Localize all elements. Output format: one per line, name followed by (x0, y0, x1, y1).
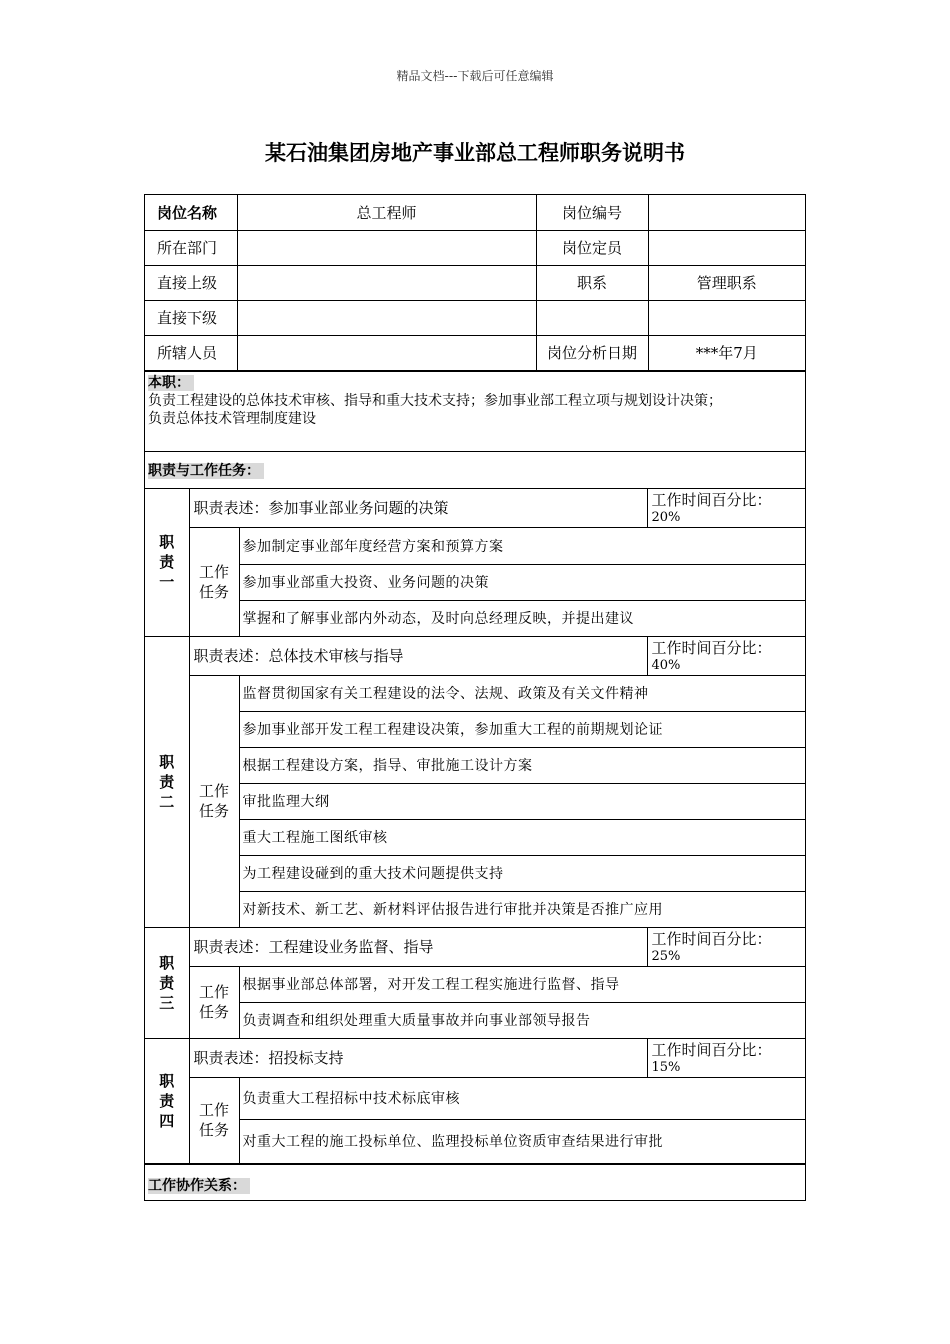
task-row (145, 966, 805, 1002)
duty-number (145, 636, 189, 927)
duty-time-percent (647, 636, 805, 675)
duty-number (145, 488, 189, 636)
task-item: 对新技术、新工艺、新材料评估报告进行审批并决策是否推广应用 (239, 891, 805, 927)
task-item: 重大工程施工图纸审核 (239, 819, 805, 855)
label-position-name: 岗位名称 (145, 195, 237, 230)
value-staff-managed (237, 335, 536, 370)
info-row (145, 230, 805, 265)
task-item: 参加事业部开发工程工程建设决策，参加重大工程的前期规划论证 (239, 711, 805, 747)
time-percent-value: 25% (651, 948, 681, 964)
task-label-text: 工作任务 (199, 1101, 230, 1139)
job-purpose-section (145, 371, 805, 451)
value-position-code (648, 195, 805, 230)
task-item: 为工程建设碰到的重大技术问题提供支持 (239, 855, 805, 891)
duty-desc-row (145, 488, 805, 527)
info-row (145, 335, 805, 370)
task-row (145, 527, 805, 564)
duty-number-text: 职责二 (159, 752, 175, 811)
duty-number-text: 职责一 (159, 533, 175, 591)
task-label (189, 675, 239, 927)
task-item: 监督贯彻国家有关工程建设的法令、法规、政策及有关文件精神 (239, 675, 805, 711)
label-direct-subordinate: 直接下级 (145, 300, 237, 335)
header-note: 精品文档---下载后可任意编辑 (396, 69, 554, 83)
task-row (145, 1119, 805, 1163)
document-title: 某石油集团房地产事业部总工程师职务说明书 (265, 141, 685, 165)
task-item: 掌握和了解事业部内外动态，及时向总经理反映，并提出建议 (239, 600, 805, 636)
duty-number-text: 职责三 (159, 953, 175, 1012)
label-empty (536, 300, 648, 335)
time-percent-label: 工作时间百分比： (651, 929, 772, 948)
task-label (189, 1077, 239, 1163)
value-position-name: 总工程师 (237, 195, 536, 230)
task-item: 负责调查和组织处理重大质量事故并向事业部领导报告 (239, 1002, 805, 1038)
label-job-family: 职系 (536, 265, 648, 300)
label-direct-superior: 直接上级 (145, 265, 237, 300)
value-job-family: 管理职系 (648, 265, 805, 300)
time-percent-value: 15% (651, 1059, 681, 1075)
cooperation-heading: 工作协作关系： (148, 1178, 250, 1194)
duty-description: 职责表述：工程建设业务监督、指导 (189, 927, 647, 966)
task-label (189, 527, 239, 636)
duties-table (145, 488, 805, 1164)
duty-number-text: 职责四 (159, 1071, 175, 1130)
duty-number (145, 1038, 189, 1163)
task-item: 根据工程建设方案，指导、审批施工设计方案 (239, 747, 805, 783)
job-purpose-line: 负责工程建设的总体技术审核、指导和重大技术支持；参加事业部工程立项与规划设计决策； (148, 392, 722, 409)
task-item: 审批监理大纲 (239, 783, 805, 819)
task-row (145, 1002, 805, 1038)
duty-description: 职责表述：总体技术审核与指导 (189, 636, 647, 675)
task-label (189, 966, 239, 1038)
task-row (145, 891, 805, 927)
task-row (145, 819, 805, 855)
value-headcount (648, 230, 805, 265)
duty-desc-row (145, 636, 805, 675)
task-label-text: 工作任务 (199, 782, 230, 820)
job-description-form (144, 194, 806, 1201)
task-row (145, 1077, 805, 1119)
duty-time-percent (647, 927, 805, 966)
job-purpose-line: 负责总体技术管理制度建设 (148, 410, 316, 427)
job-purpose-heading: 本职： (148, 375, 194, 391)
info-row (145, 265, 805, 300)
value-department (237, 230, 536, 265)
label-staff-managed: 所辖人员 (145, 335, 237, 370)
task-item: 根据事业部总体部署，对开发工程工程实施进行监督、指导 (239, 966, 805, 1002)
time-percent-label: 工作时间百分比： (651, 490, 772, 509)
info-row (145, 300, 805, 335)
duties-section-header (145, 451, 805, 488)
task-item: 负责重大工程招标中技术标底审核 (239, 1077, 805, 1119)
duty-description: 职责表述：招投标支持 (189, 1038, 647, 1077)
cooperation-section-header (145, 1164, 805, 1200)
task-row (145, 783, 805, 819)
label-analysis-date: 岗位分析日期 (536, 335, 648, 370)
basic-info-table (145, 195, 805, 371)
value-direct-superior (237, 265, 536, 300)
time-percent-value: 20% (651, 509, 681, 525)
duty-description: 职责表述：参加事业部业务问题的决策 (189, 488, 647, 527)
label-headcount: 岗位定员 (536, 230, 648, 265)
task-label-text: 工作任务 (199, 983, 230, 1021)
duty-time-percent (647, 1038, 805, 1077)
task-row (145, 675, 805, 711)
label-position-code: 岗位编号 (536, 195, 648, 230)
task-row (145, 564, 805, 600)
time-percent-label: 工作时间百分比： (651, 638, 772, 657)
duties-heading: 职责与工作任务： (148, 463, 264, 479)
duty-time-percent (647, 488, 805, 527)
task-row (145, 747, 805, 783)
task-label-text: 工作任务 (199, 562, 230, 601)
label-department: 所在部门 (145, 230, 237, 265)
task-row (145, 711, 805, 747)
task-item: 参加事业部重大投资、业务问题的决策 (239, 564, 805, 600)
duty-number (145, 927, 189, 1038)
duty-desc-row (145, 1038, 805, 1077)
value-direct-subordinate (237, 300, 536, 335)
time-percent-value: 40% (651, 657, 681, 673)
duty-desc-row (145, 927, 805, 966)
value-analysis-date: ***年7月 (648, 335, 805, 370)
task-item: 参加制定事业部年度经营方案和预算方案 (239, 527, 805, 564)
value-empty (648, 300, 805, 335)
task-row (145, 600, 805, 636)
task-row (145, 855, 805, 891)
task-item: 对重大工程的施工投标单位、监理投标单位资质审查结果进行审批 (239, 1119, 805, 1163)
info-row (145, 195, 805, 230)
time-percent-label: 工作时间百分比： (651, 1040, 772, 1059)
